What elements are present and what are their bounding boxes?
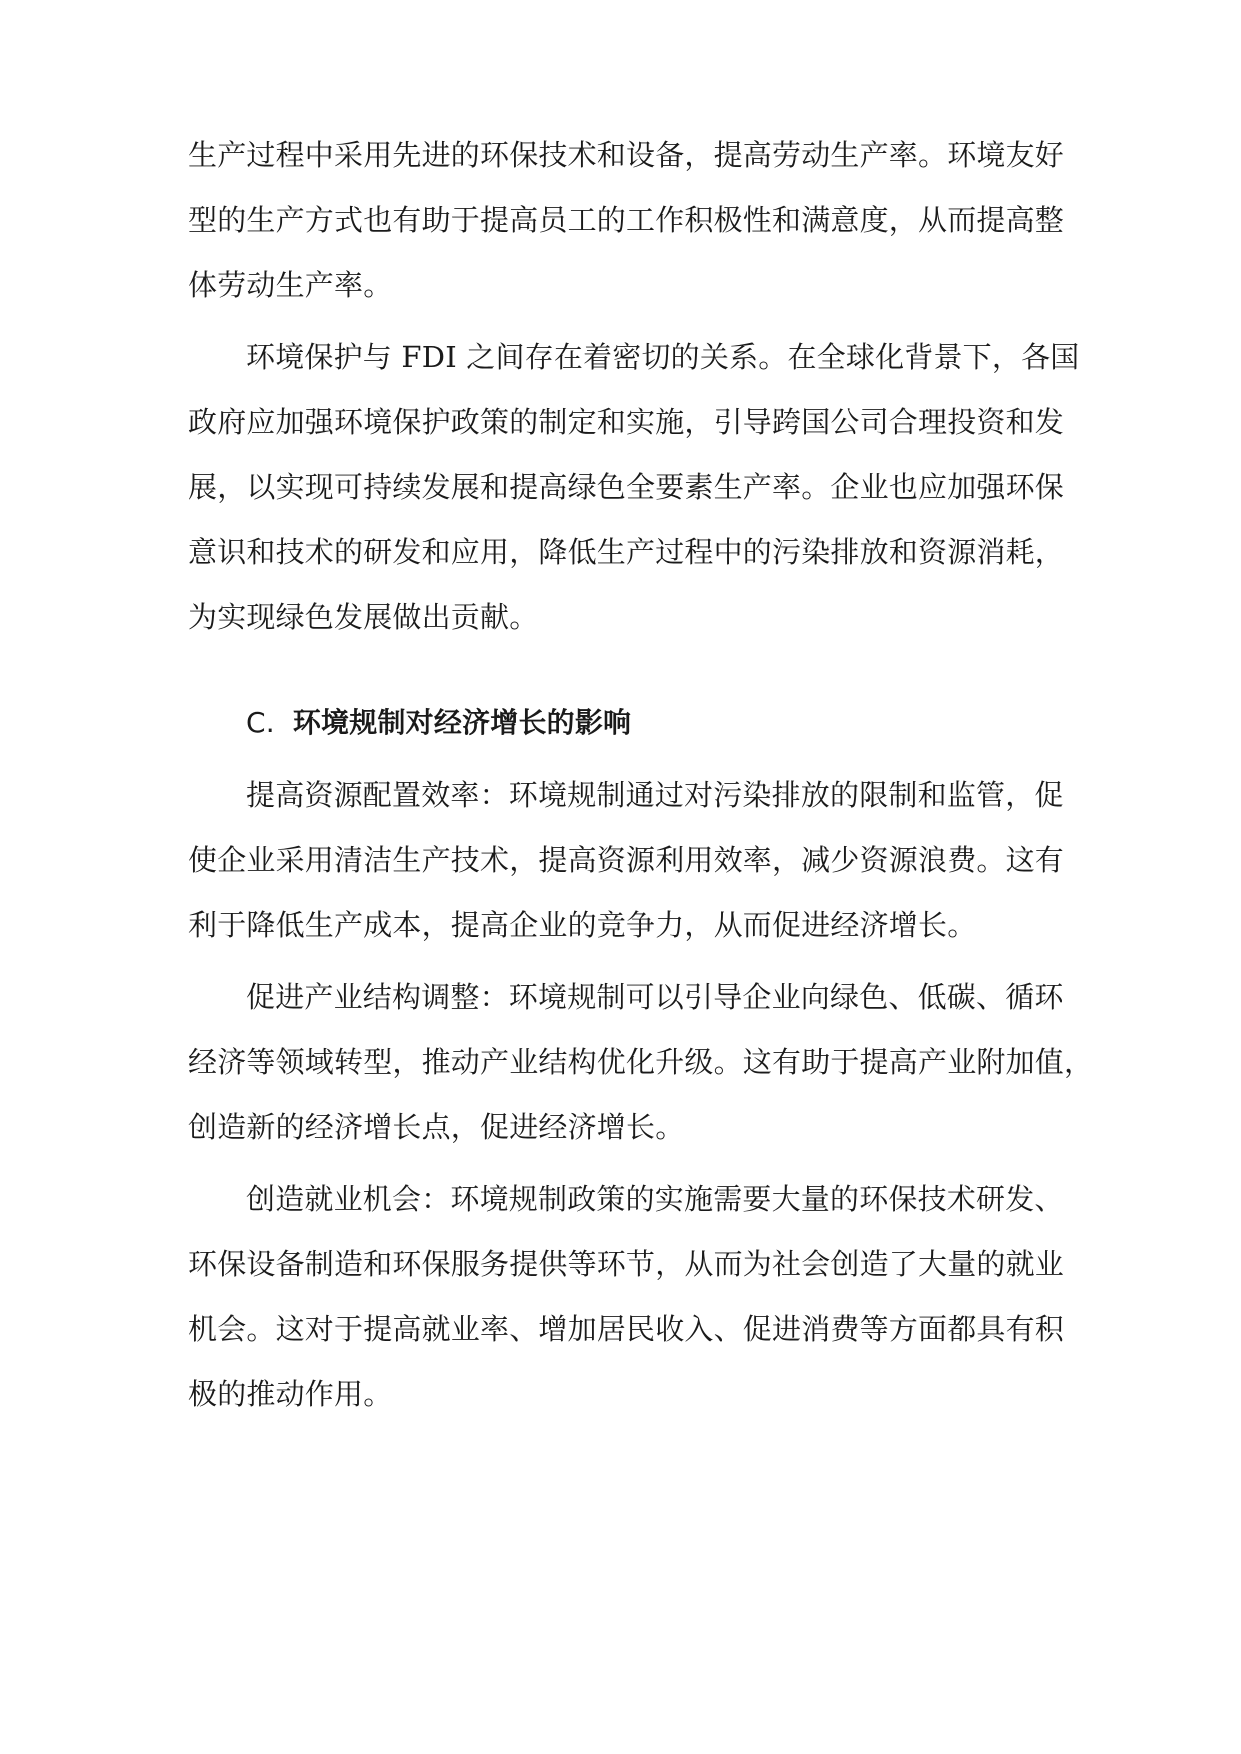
text-line: 意识和技术的研发和应用，降低生产过程中的污染排放和资源消耗，: [188, 535, 1065, 569]
text-line: 创造新的经济增长点，促进经济增长。: [188, 1110, 685, 1144]
heading-marker: C.: [246, 706, 275, 739]
text-line: 政府应加强环境保护政策的制定和实施，引导跨国公司合理投资和发: [188, 405, 1065, 439]
text-line: 环境保护与 FDI 之间存在着密切的关系。在全球化背景下，各国: [246, 340, 1080, 374]
text-line: 体劳动生产率。: [188, 268, 393, 302]
text-line: 为实现绿色发展做出贡献。: [188, 600, 539, 634]
text-line: 促进产业结构调整：环境规制可以引导企业向绿色、低碳、循环: [246, 980, 1064, 1014]
text-line: 型的生产方式也有助于提高员工的工作积极性和满意度，从而提高整: [188, 203, 1065, 237]
text-line: 极的推动作用。: [188, 1377, 393, 1411]
section-heading: [246, 703, 1116, 743]
text-line: 创造就业机会：环境规制政策的实施需要大量的环保技术研发、: [246, 1182, 1064, 1216]
text-line: 经济等领域转型，推动产业结构优化升级。这有助于提高产业附加值，: [188, 1045, 1094, 1079]
text-line: 展，以实现可持续发展和提高绿色全要素生产率。企业也应加强环保: [188, 470, 1065, 504]
text-line: 环保设备制造和环保服务提供等环节，从而为社会创造了大量的就业: [188, 1247, 1065, 1281]
text-line: 提高资源配置效率：环境规制通过对污染排放的限制和监管，促: [246, 778, 1064, 812]
text-line: 使企业采用清洁生产技术，提高资源利用效率，减少资源浪费。这有: [188, 843, 1065, 877]
text-line: 机会。这对于提高就业率、增加居民收入、促进消费等方面都具有积: [188, 1312, 1065, 1346]
text-line: 生产过程中采用先进的环保技术和设备，提高劳动生产率。环境友好: [188, 138, 1065, 172]
heading-text: 环境规制对经济增长的影响: [292, 706, 632, 739]
text-line: 利于降低生产成本，提高企业的竞争力，从而促进经济增长。: [188, 908, 977, 942]
